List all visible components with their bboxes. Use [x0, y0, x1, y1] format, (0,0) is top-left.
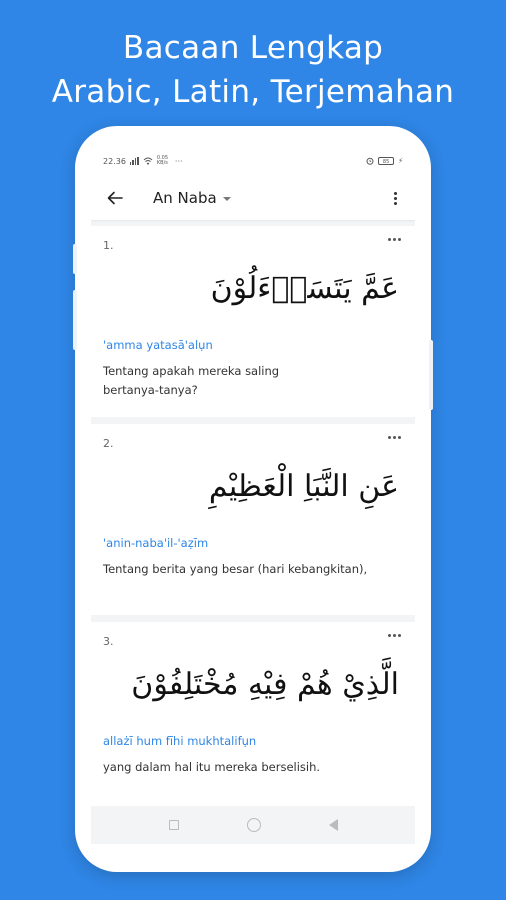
verse-more-button[interactable] [386, 432, 403, 443]
verse-card[interactable] [91, 622, 415, 813]
recent-apps-button[interactable] [169, 820, 179, 830]
headline-line-2: Arabic, Latin, Terjemahan [51, 74, 455, 110]
verse-arabic: عَمَّ يَتَسَاۤءَلُوْنَ [210, 271, 399, 306]
verse-arabic: الَّذِيْ هُمْ فِيْهِ مُخْتَلِفُوْنَ [131, 667, 399, 702]
charging-icon: ⚡ [398, 157, 403, 165]
dropdown-caret-icon [223, 197, 231, 201]
verse-number: 3. [103, 635, 114, 648]
more-horiz-icon-dot [393, 238, 396, 241]
headline-line-1: Bacaan Lengkap [122, 30, 384, 66]
verse-latin: allażī hum fīhi mukhtalifụn [103, 734, 257, 748]
phone-volume-button [73, 244, 77, 274]
verse-card[interactable] [91, 226, 415, 417]
more-horiz-icon-dot [398, 238, 401, 241]
verse-number: 1. [103, 239, 114, 252]
overflow-menu-button[interactable] [383, 186, 407, 210]
battery-icon: 85 [378, 157, 394, 165]
verse-latin: 'anin-naba'il-'aẓīm [103, 536, 209, 550]
more-vert-icon-dot [394, 202, 397, 205]
verse-more-button[interactable] [386, 234, 403, 245]
more-horiz-icon-dot [398, 634, 401, 637]
verse-translation: Tentang berita yang besar (hari kebangkitan), [103, 562, 368, 576]
headline [0, 26, 506, 114]
system-nav-bar [91, 806, 415, 844]
more-horiz-icon [388, 238, 391, 241]
signal-icon [130, 157, 139, 165]
phone-screen [91, 146, 415, 844]
verse-number: 2. [103, 437, 114, 450]
status-bar [91, 146, 415, 176]
verse-translation: Tentang apakah mereka saling bertanya-tanya? [103, 364, 280, 397]
more-vert-icon-dot [394, 197, 397, 200]
more-horiz-icon-dot [393, 634, 396, 637]
more-horiz-icon [388, 436, 391, 439]
back-arrow-icon [107, 191, 123, 205]
more-vert-icon [394, 192, 397, 195]
verse-more-button[interactable] [386, 630, 403, 641]
more-horiz-icon [388, 634, 391, 637]
phone-frame [75, 126, 431, 872]
alarm-icon [366, 157, 374, 165]
wifi-icon [143, 157, 153, 165]
verse-latin: 'amma yatasā'alụn [103, 338, 213, 352]
phone-power-button [429, 340, 433, 410]
back-nav-button[interactable] [329, 819, 338, 831]
network-speed: 0.05 KB/s [156, 155, 169, 166]
status-extra: ··· [174, 156, 183, 166]
verse-list [91, 220, 415, 813]
verse-card[interactable] [91, 424, 415, 615]
phone-side-button [73, 290, 77, 350]
home-button[interactable] [247, 818, 261, 832]
more-horiz-icon-dot [393, 436, 396, 439]
surah-dropdown[interactable] [153, 189, 231, 207]
back-button[interactable] [103, 186, 127, 210]
verse-translation: yang dalam hal itu mereka berselisih. [103, 760, 321, 774]
more-horiz-icon-dot [398, 436, 401, 439]
status-time: 22.36 [103, 156, 126, 166]
app-bar [91, 176, 415, 220]
verse-arabic: عَنِ النَّبَاِ الْعَظِيْمِ [208, 469, 399, 504]
surah-title: An Naba [153, 189, 217, 207]
